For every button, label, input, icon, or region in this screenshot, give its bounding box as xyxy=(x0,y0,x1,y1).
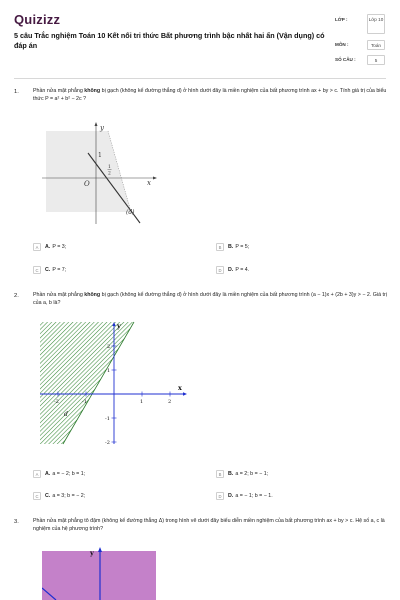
q1-x-label: x xyxy=(147,179,151,187)
question-1-text: Phần nửa mặt phẳng không bị gạch (không kể đường thẳng d) ở hình dưới đây là miền nghiệm của bất phương trình ax + by > c. Tính giá trị của biểu thức P = a² + b² − 2c ? xyxy=(33,88,387,102)
q2-x-tick-1: -2 xyxy=(54,399,59,405)
meta-subject-value: Toán xyxy=(367,40,385,50)
q1-option-c-text: P = 7; xyxy=(52,267,67,273)
q1-option-b-text: P = 5; xyxy=(235,244,250,250)
meta-subject-label: MÔN : xyxy=(335,42,349,47)
q1-y-label: y xyxy=(100,124,104,132)
header-divider xyxy=(14,78,386,79)
q2-line-label: d xyxy=(64,411,68,418)
q2-y-tick-2: 1 xyxy=(107,368,111,374)
q1-option-d-label: D. xyxy=(228,267,234,273)
q2-y-label: y xyxy=(117,322,121,330)
q1-tick-x-num: 1 xyxy=(108,165,111,170)
question-1-number: 1. xyxy=(14,89,19,95)
question-3-figure xyxy=(42,546,158,600)
q1-option-a[interactable] xyxy=(33,242,66,252)
q1-shaded-region xyxy=(46,131,131,212)
q2-x-tick-4: 2 xyxy=(168,399,172,405)
q2-option-c-text: a = 3; b = − 2; xyxy=(52,493,86,499)
quizizz-logo: Quizizz xyxy=(14,12,61,27)
question-3-text: Phần nửa mặt phẳng tô đậm (không kể đường thẳng Δ) trong hình vẽ dưới đây biểu diễn miền nghiệm của bất phương trình ax + by > c. Hệ số a, c là nghiệm của hệ phương trình? xyxy=(33,518,385,532)
q2-option-d-letter: D xyxy=(216,492,224,500)
q2-option-a-label: A. xyxy=(45,471,51,477)
q1-tick-x-den: 2 xyxy=(108,171,111,177)
meta-class-value: Lớp 10 xyxy=(367,14,385,34)
q2-option-b-letter: B xyxy=(216,470,224,478)
q1-option-d-letter: D xyxy=(216,266,224,274)
q2-x-tick-3: 1 xyxy=(140,399,144,405)
q2-option-c-letter: C xyxy=(33,492,41,500)
question-2-text: Phần nửa mặt phẳng không bị gạch (không kể đường thẳng d) ở hình dưới đây là miền nghiệm của bất phương trình (a − 1)x + (2b + 3)y > − 2. Giá trị của a, b là? xyxy=(33,292,387,306)
q1-tick-y: 1 xyxy=(98,152,102,159)
meta-count-value: 5 xyxy=(367,55,385,65)
q2-option-a[interactable] xyxy=(33,469,85,479)
q2-option-b-text: a = 2; b = − 1; xyxy=(235,471,269,477)
q2-option-a-letter: A xyxy=(33,470,41,478)
q2-option-c-label: C. xyxy=(45,493,51,499)
q1-option-a-label: A. xyxy=(45,244,51,250)
q2-option-b[interactable] xyxy=(216,469,268,479)
q2-option-a-text: a = − 2; b = 1; xyxy=(52,471,86,477)
q1-line-label: (d) xyxy=(126,209,135,216)
q3-y-arrow-icon xyxy=(98,547,102,552)
q2-option-c[interactable] xyxy=(33,491,85,501)
question-2-number: 2. xyxy=(14,293,19,299)
question-2-figure xyxy=(30,318,195,450)
q1-y-arrow-icon xyxy=(95,122,98,126)
q1-x-arrow-icon xyxy=(153,177,157,180)
q2-option-d-label: D. xyxy=(228,493,234,499)
q1-option-b[interactable] xyxy=(216,242,249,252)
q1-origin-label: O xyxy=(84,180,90,188)
q1-option-c[interactable] xyxy=(33,265,66,275)
q2-option-d-text: a = − 1; b = − 1. xyxy=(235,493,273,499)
q1-option-d[interactable] xyxy=(216,265,249,275)
q2-option-d[interactable] xyxy=(216,491,273,501)
q2-x-label: x xyxy=(178,384,182,392)
q2-y-tick-4: -2 xyxy=(105,440,110,446)
question-3-number: 3. xyxy=(14,519,19,525)
q2-hatched-region xyxy=(40,322,134,444)
q1-option-c-letter: C xyxy=(33,266,41,274)
q1-option-a-text: P = 3; xyxy=(52,244,67,250)
q1-option-b-label: B. xyxy=(228,244,234,250)
q3-shaded-region xyxy=(42,551,156,600)
q1-option-a-letter: A xyxy=(33,243,41,251)
q2-y-tick-3: -1 xyxy=(105,416,110,422)
q3-y-label: y xyxy=(90,549,94,557)
q1-option-b-letter: B xyxy=(216,243,224,251)
q2-x-arrow-icon xyxy=(183,392,187,395)
q2-x-tick-2: -1 xyxy=(82,399,87,405)
q2-y-tick-1: 2 xyxy=(107,344,111,350)
q1-option-d-text: P = 4. xyxy=(235,267,250,273)
q2-option-b-label: B. xyxy=(228,471,234,477)
q1-option-c-label: C. xyxy=(45,267,51,273)
meta-class-label: LỚP : xyxy=(335,17,348,22)
meta-count-label: SỐ CÂU : xyxy=(335,57,356,62)
question-1-figure xyxy=(30,116,170,228)
document-title: 5 câu Trắc nghiệm Toán 10 Kết nối tri thức Bất phương trình bậc nhất hai ẩn (Vận dụng) có đáp án xyxy=(14,31,325,50)
